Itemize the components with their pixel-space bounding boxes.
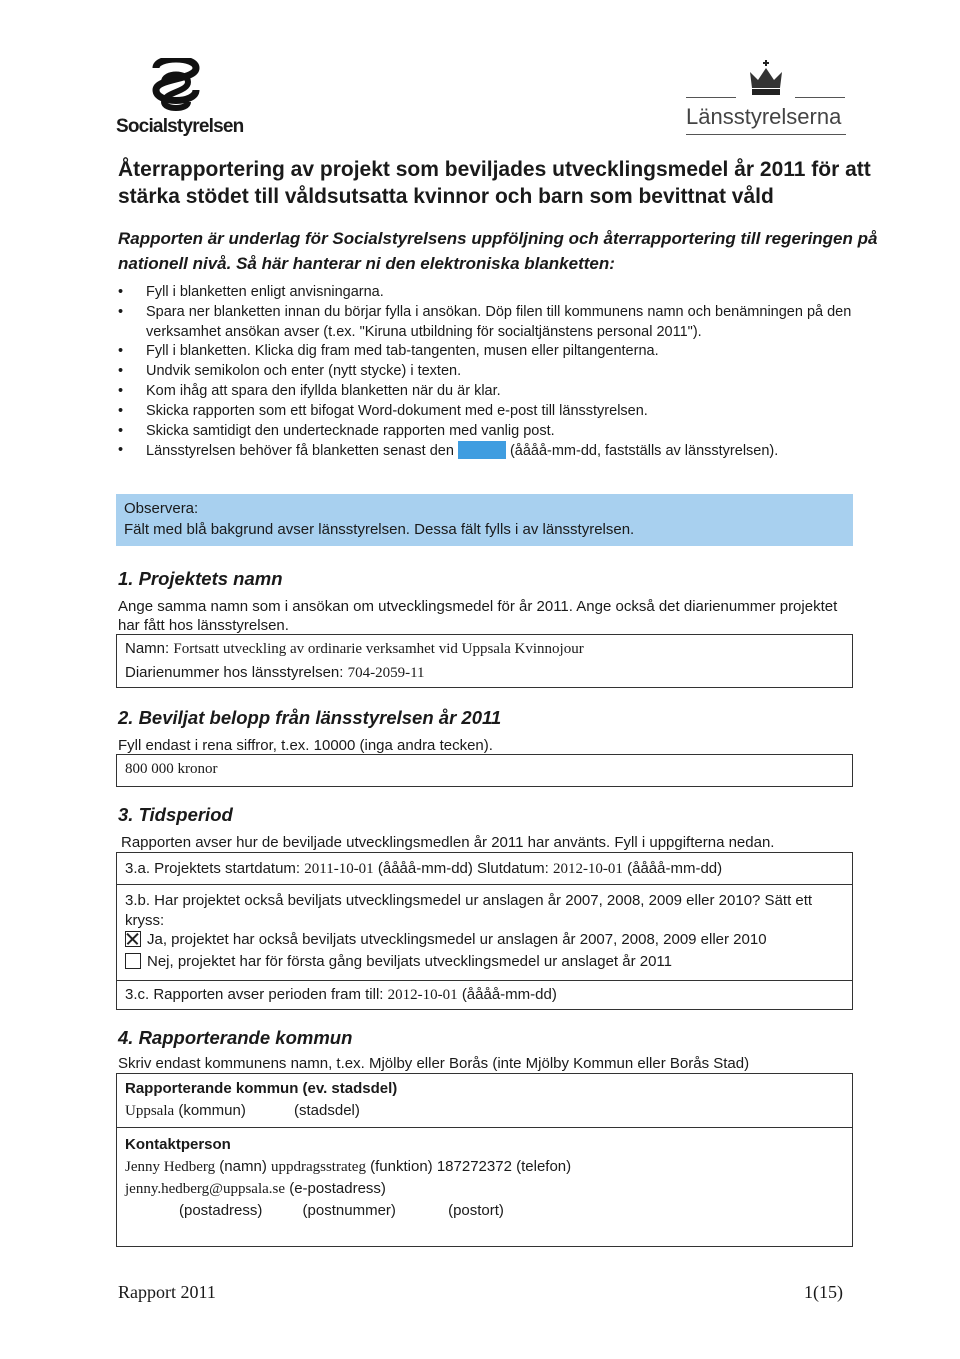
no-checkbox[interactable] [125,953,141,969]
socialstyrelsen-emblem-icon [146,58,206,116]
intro-text: Rapporten är underlag för Socialstyrelsens uppföljning och återrapportering till regeringen på nationell nivå. Så här hanterar ni den elektroniska blanketten: [118,229,878,273]
row-3b [116,884,853,981]
kommun-tag: (kommun) [178,1102,246,1119]
list-item: • Skicka rapporten som ett bifogat Word-dokument med e-post till länsstyrelsen. [118,402,878,422]
observe-notice [116,494,853,546]
name-line [125,640,584,658]
date-format-label: (åååå-mm-dd) [627,860,723,877]
row-3c-line [125,986,557,1004]
diarie-label: Diarienummer hos länsstyrelsen: [125,664,344,681]
option-yes[interactable] [125,931,767,948]
section-2-desc: Fyll endast i rena siffror, t.ex. 10000 (inga andra tecken). [118,737,493,754]
list-item: • Undvik semikolon och enter (nytt stycke) i texten. [118,362,878,382]
row-3c[interactable] [116,980,853,1010]
list-item: • Skicka samtidigt den undertecknade rapporten med vanlig post. [118,422,878,442]
section-3-title: 3. Tidsperiod [118,804,233,825]
contact-phone-tag: (telefon) [516,1158,572,1175]
period-value: 2012-10-01 [387,987,458,1003]
name-label: Namn: [125,640,170,657]
date-format-label: (åååå-mm-dd) Slutdatum: [377,860,549,877]
postort-tag: (postort) [448,1202,504,1219]
observe-label: Observera: [124,500,199,517]
deadline-text-after: (åååå-mm-dd, fastställs av länsstyrelsen). [509,443,779,460]
yes-checkbox[interactable] [125,931,141,947]
contact-name-tag: (namn) [219,1158,267,1175]
kommun-heading: Rapporterande kommun (ev. stadsdel) [125,1080,398,1097]
lansstyrelserna-logo [680,58,850,138]
contact-phone-value: 187272372 [436,1158,512,1175]
section-1-desc: Ange samma namn som i ansökan om utvecklingsmedel för år 2011. Ange också det diarienummer projektet har fått hos länsstyrelsen. [118,598,838,634]
crown-icon [746,58,786,98]
contact-email-tag: (e-postadress) [289,1180,386,1197]
option-yes-label: Ja, projektet har också beviljats utvecklingsmedel ur anslagen år 2007, 2008, 2009 eller 2010 [147,931,767,948]
stadsdel-tag: (stadsdel) [294,1102,360,1119]
instruction-list [118,283,878,462]
contact-email-value: jenny.hedberg@uppsala.se [125,1181,286,1197]
postnummer-tag: (postnummer) [302,1202,396,1219]
section-3-desc: Rapporten avser hur de beviljade utvecklingsmedlen år 2011 har använts. Fyll i uppgifterna nedan. [121,834,775,851]
section-2-title: 2. Beviljat belopp från länsstyrelsen år 2011 [118,707,502,728]
contact-function-tag: (funktion) [370,1158,433,1175]
name-value: Fortsatt utveckling av ordinarie verksamhet vid Uppsala Kvinnojour [173,641,584,657]
diarie-value: 704-2059-11 [347,665,425,681]
kontakt-heading: Kontaktperson [125,1136,231,1153]
logo-rule [686,97,736,98]
amount-value: 800 000 kronor [125,761,218,777]
section-4-title: 4. Rapporterande kommun [118,1027,353,1048]
list-item: • Kom ihåg att spara den ifyllda blanketten när du är klar. [118,382,878,402]
kommun-line [125,1102,360,1120]
kommun-value: Uppsala [125,1103,175,1119]
row-3a-line [125,860,722,878]
start-date-label: 3.a. Projektets startdatum: [125,860,301,877]
diarie-line [125,664,425,682]
deadline-date-field[interactable] [458,441,506,459]
end-date-value: 2012-10-01 [552,861,623,877]
deadline-text-before: Länsstyrelsen behöver få blanketten senast den [146,443,454,460]
socialstyrelsen-brand: Socialstyrelsen [116,116,244,137]
section-4-desc: Skriv endast kommunens namn, t.ex. Mjölby eller Borås (inte Mjölby Kommun eller Borås Stad) [118,1055,750,1072]
logo-rule [795,97,845,98]
period-label: 3.c. Rapporten avser perioden fram till: [125,986,384,1003]
contact-function-value: uppdragsstrateg [270,1159,366,1175]
list-item: • Fyll i blanketten. Klicka dig fram med tab-tangenten, musen eller piltangenterna. [118,342,878,362]
section-1-title: 1. Projektets namn [118,568,283,589]
option-no[interactable] [125,953,672,970]
logo-underline [686,134,846,135]
kontakt-box[interactable] [116,1127,853,1247]
kontakt-line-2 [125,1180,386,1198]
page-number: 1(15) [804,1282,843,1302]
footer-left: Rapport 2011 [118,1282,216,1302]
list-item-deadline [118,441,878,462]
list-item: • Fyll i blanketten enligt anvisningarna. [118,283,878,303]
kontakt-line-1 [125,1158,571,1176]
list-item: • Spara ner blanketten innan du börjar fylla i ansökan. Döp filen till kommunens namn och benämningen på den verksamhet ansökan avser (t.ex. "Kiruna utbildning för socialtjänstens personal 2011"). [118,303,878,343]
start-date-value: 2011-10-01 [304,861,374,877]
project-name-field[interactable] [116,634,853,688]
kommun-box[interactable] [116,1073,853,1128]
postadress-tag: (postadress) [179,1202,263,1219]
observe-text: Fält med blå bakgrund avser länsstyrelsen. Dessa fält fylls i av länsstyrelsen. [124,521,635,538]
option-no-label: Nej, projektet har för första gång beviljats utvecklingsmedel ur anslaget år 2011 [147,953,673,970]
contact-name-value: Jenny Hedberg [125,1159,216,1175]
date-format-label: (åååå-mm-dd) [461,986,557,1003]
document-title: Återrapportering av projekt som beviljades utvecklingsmedel år 2011 för att stärka stödet till våldsutsatta kvinnor och barn som bevittnat våld [118,158,871,208]
row-3b-question: 3.b. Har projektet också beviljats utvecklingsmedel ur anslagen år 2007, 2008, 2009 eller 2010? Sätt ett kryss: [125,892,813,929]
socialstyrelsen-logo [116,58,246,138]
row-3a[interactable] [116,852,853,885]
amount-field[interactable] [116,754,853,787]
kontakt-line-3 [179,1202,504,1219]
lansstyrelserna-brand: Länsstyrelserna [686,104,842,129]
